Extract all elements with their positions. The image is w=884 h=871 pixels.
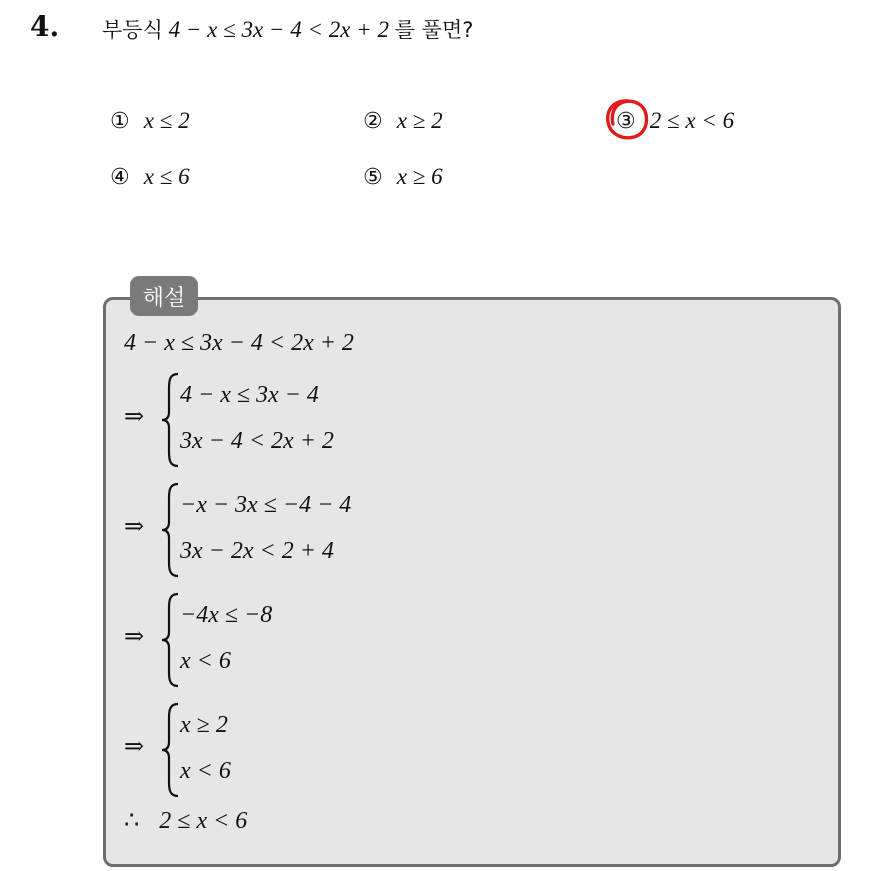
left-brace-icon bbox=[160, 702, 180, 798]
choice-2[interactable] bbox=[363, 108, 443, 134]
choice-1[interactable] bbox=[110, 108, 190, 134]
choice-text: x ≤ 2 bbox=[143, 108, 190, 133]
implies-arrow: ⇒ bbox=[124, 404, 145, 430]
question-prefix: 부등식 bbox=[102, 18, 163, 42]
implies-arrow: ⇒ bbox=[124, 734, 145, 760]
system-row: x < 6 bbox=[180, 758, 231, 784]
solution-tag: 해설 bbox=[130, 276, 198, 316]
choice-number: ② bbox=[363, 109, 383, 134]
system-row: −x − 3x ≤ −4 − 4 bbox=[180, 492, 352, 518]
implies-arrow: ⇒ bbox=[124, 624, 145, 650]
choice-number: ⑤ bbox=[363, 165, 383, 190]
choice-4[interactable] bbox=[110, 164, 190, 190]
system-row: 3x − 4 < 2x + 2 bbox=[180, 428, 334, 454]
system-row: −4x ≤ −8 bbox=[180, 602, 273, 628]
left-brace-icon bbox=[160, 482, 180, 578]
choice-text: x ≥ 2 bbox=[396, 108, 443, 133]
question-suffix: 를 풀면? bbox=[394, 18, 474, 42]
system-row: 4 − x ≤ 3x − 4 bbox=[180, 382, 319, 408]
solution-first-line: 4 − x ≤ 3x − 4 < 2x + 2 bbox=[124, 330, 354, 356]
choice-text: x ≤ 6 bbox=[143, 164, 190, 189]
left-brace-icon bbox=[160, 372, 180, 468]
left-brace-icon bbox=[160, 592, 180, 688]
choice-5[interactable] bbox=[363, 164, 443, 190]
question-inequality: 4 − x ≤ 3x − 4 < 2x + 2 bbox=[168, 17, 389, 42]
system-row: 3x − 2x < 2 + 4 bbox=[180, 538, 334, 564]
therefore-symbol: ∴ bbox=[124, 808, 140, 834]
choice-text: x ≥ 6 bbox=[396, 164, 443, 189]
question-number: 4. bbox=[30, 10, 60, 43]
solution-conclusion bbox=[124, 806, 247, 835]
implies-arrow: ⇒ bbox=[124, 514, 145, 540]
system-row: x ≥ 2 bbox=[180, 712, 228, 738]
answer-circle-mark bbox=[604, 98, 650, 142]
question-text bbox=[102, 14, 473, 44]
choice-number: ③ bbox=[616, 109, 636, 134]
conclusion-text: 2 ≤ x < 6 bbox=[159, 808, 248, 834]
choice-number: ① bbox=[110, 109, 130, 134]
choice-number: ④ bbox=[110, 165, 130, 190]
choice-text: 2 ≤ x < 6 bbox=[649, 108, 735, 133]
system-row: x < 6 bbox=[180, 648, 231, 674]
